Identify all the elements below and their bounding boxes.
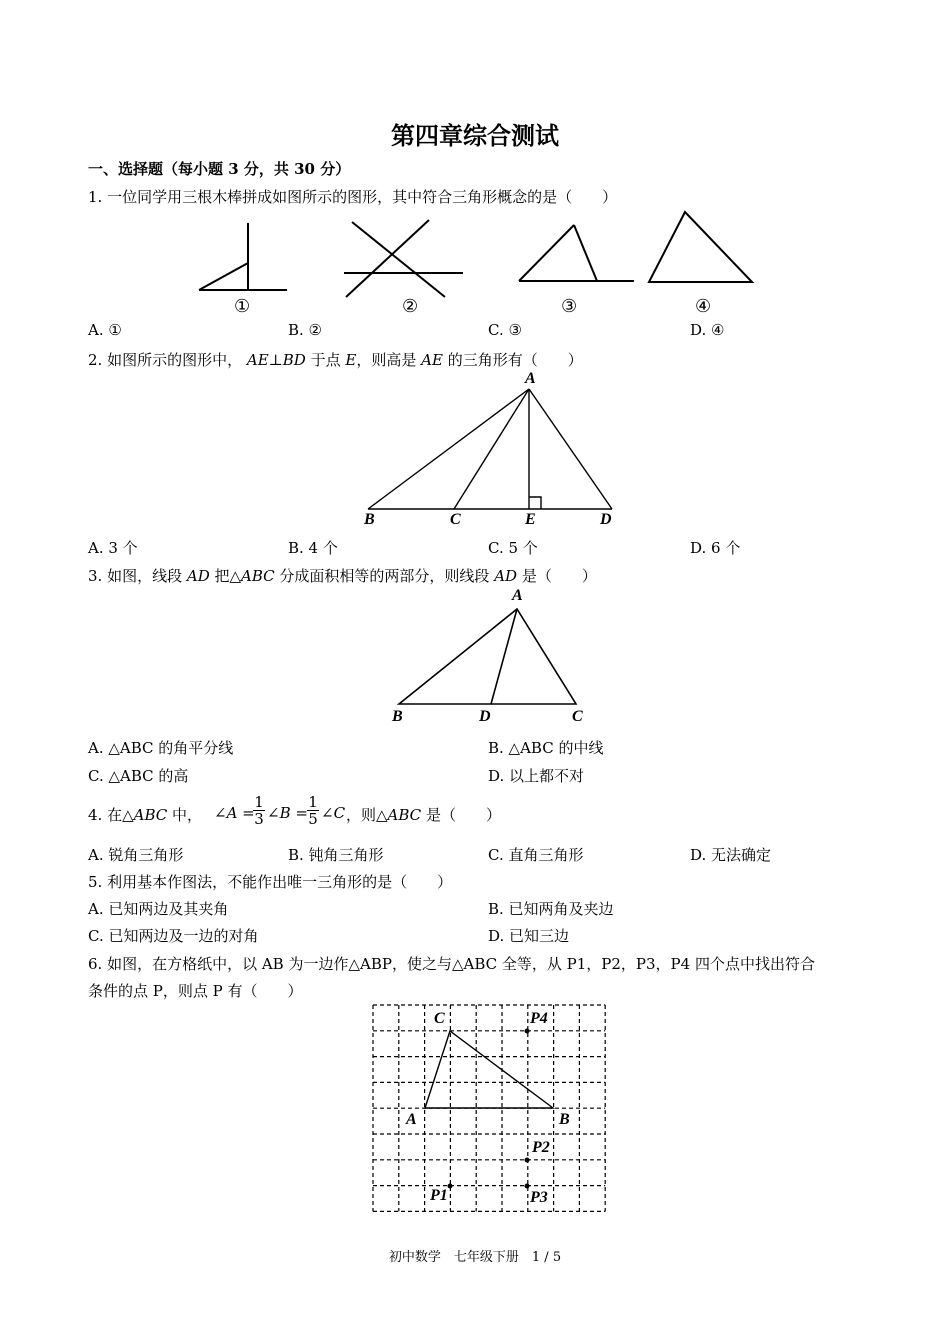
q2-point-c: C bbox=[450, 511, 461, 528]
q4-option-a: A. 锐角三角形 bbox=[88, 846, 184, 864]
q3-stem: 3. 如图，线段 AD 把△ABC 分成面积相等的两部分，则线段 AD 是（ ） bbox=[88, 567, 597, 585]
q4-stem-start: 4. 在△ABC 中， bbox=[88, 806, 203, 824]
q6-point-p3: P3 bbox=[530, 1189, 548, 1206]
fig2-label: ② bbox=[402, 296, 419, 317]
q2-point-d: D bbox=[600, 511, 612, 528]
q6-point-p2: P2 bbox=[532, 1139, 550, 1156]
q6-stem-line1: 6. 如图，在方格纸中，以 AB 为一边作△ABP，使之与△ABC 全等，从 P1，P2，P3，P4 四个点中找出符合 bbox=[88, 955, 815, 973]
q1-stem: 1. 一位同学用三根木棒拼成如图所示的图形，其中符合三角形概念的是（ ） bbox=[88, 188, 618, 206]
q1-option-d: D. ④ bbox=[690, 321, 725, 339]
q5-option-a: A. 已知两边及其夹角 bbox=[88, 900, 229, 918]
fig1-label: ① bbox=[234, 296, 251, 317]
q5-option-d: D. 已知三边 bbox=[488, 927, 570, 945]
q2-option-a: A. 3 个 bbox=[88, 539, 138, 557]
q3-option-a: A. △ABC 的角平分线 bbox=[88, 739, 234, 757]
q4-stem-end: ，则△ABC 是（ ） bbox=[346, 806, 501, 824]
q4-option-c: C. 直角三角形 bbox=[488, 846, 584, 864]
q3-point-a: A bbox=[512, 587, 523, 604]
q2-option-d: D. 6 个 bbox=[690, 539, 741, 557]
q3-option-b: B. △ABC 的中线 bbox=[488, 739, 604, 757]
q6-point-c: C bbox=[434, 1010, 445, 1027]
q4-angle-a: ∠A = bbox=[214, 804, 255, 822]
q2-stem: 2. 如图所示的图形中， AE⊥BD 于点 E，则高是 AE 的三角形有（ ） bbox=[88, 351, 583, 369]
q2-option-c: C. 5 个 bbox=[488, 539, 538, 557]
q2-point-b: B bbox=[364, 511, 375, 528]
q1-option-c: C. ③ bbox=[488, 321, 522, 339]
q6-point-a: A bbox=[406, 1111, 417, 1128]
q6-point-p4: P4 bbox=[530, 1010, 548, 1027]
q1-option-b: B. ② bbox=[288, 321, 323, 339]
q2-option-b: B. 4 个 bbox=[288, 539, 338, 557]
q2-point-e: E bbox=[525, 511, 536, 528]
q6-stem-line2: 条件的点 P，则点 P 有（ ） bbox=[88, 982, 303, 1000]
q5-option-c: C. 已知两边及一边的对角 bbox=[88, 927, 259, 945]
q4-option-b: B. 钝角三角形 bbox=[288, 846, 384, 864]
q6-point-p1: P1 bbox=[430, 1187, 448, 1204]
q4-angle-c: ∠C bbox=[321, 804, 346, 822]
q3-point-b: B bbox=[392, 708, 403, 725]
q5-option-b: B. 已知两角及夹边 bbox=[488, 900, 614, 918]
page-title: 第四章综合测试 bbox=[391, 121, 559, 150]
section-heading: 一、选择题（每小题 3 分，共 30 分） bbox=[88, 160, 351, 178]
q4-option-d: D. 无法确定 bbox=[690, 846, 772, 864]
fig4-label: ④ bbox=[695, 296, 712, 317]
q4-fraction-2: 1 5 bbox=[308, 793, 318, 828]
q4-angle-b: ∠B = bbox=[267, 804, 308, 822]
q5-stem: 5. 利用基本作图法，不能作出唯一三角形的是（ ） bbox=[88, 873, 453, 891]
q3-option-c: C. △ABC 的高 bbox=[88, 767, 189, 785]
fig3-label: ③ bbox=[561, 296, 578, 317]
q1-option-a: A. ① bbox=[88, 321, 122, 339]
q3-point-c: C bbox=[572, 708, 583, 725]
page-footer: 初中数学 七年级下册 1 / 5 bbox=[388, 1250, 562, 1265]
q2-point-a: A bbox=[525, 370, 536, 387]
q4-fraction-1: 1 3 bbox=[254, 793, 264, 828]
q3-option-d: D. 以上都不对 bbox=[488, 767, 585, 785]
q6-point-b: B bbox=[559, 1111, 570, 1128]
q3-point-d: D bbox=[479, 708, 491, 725]
